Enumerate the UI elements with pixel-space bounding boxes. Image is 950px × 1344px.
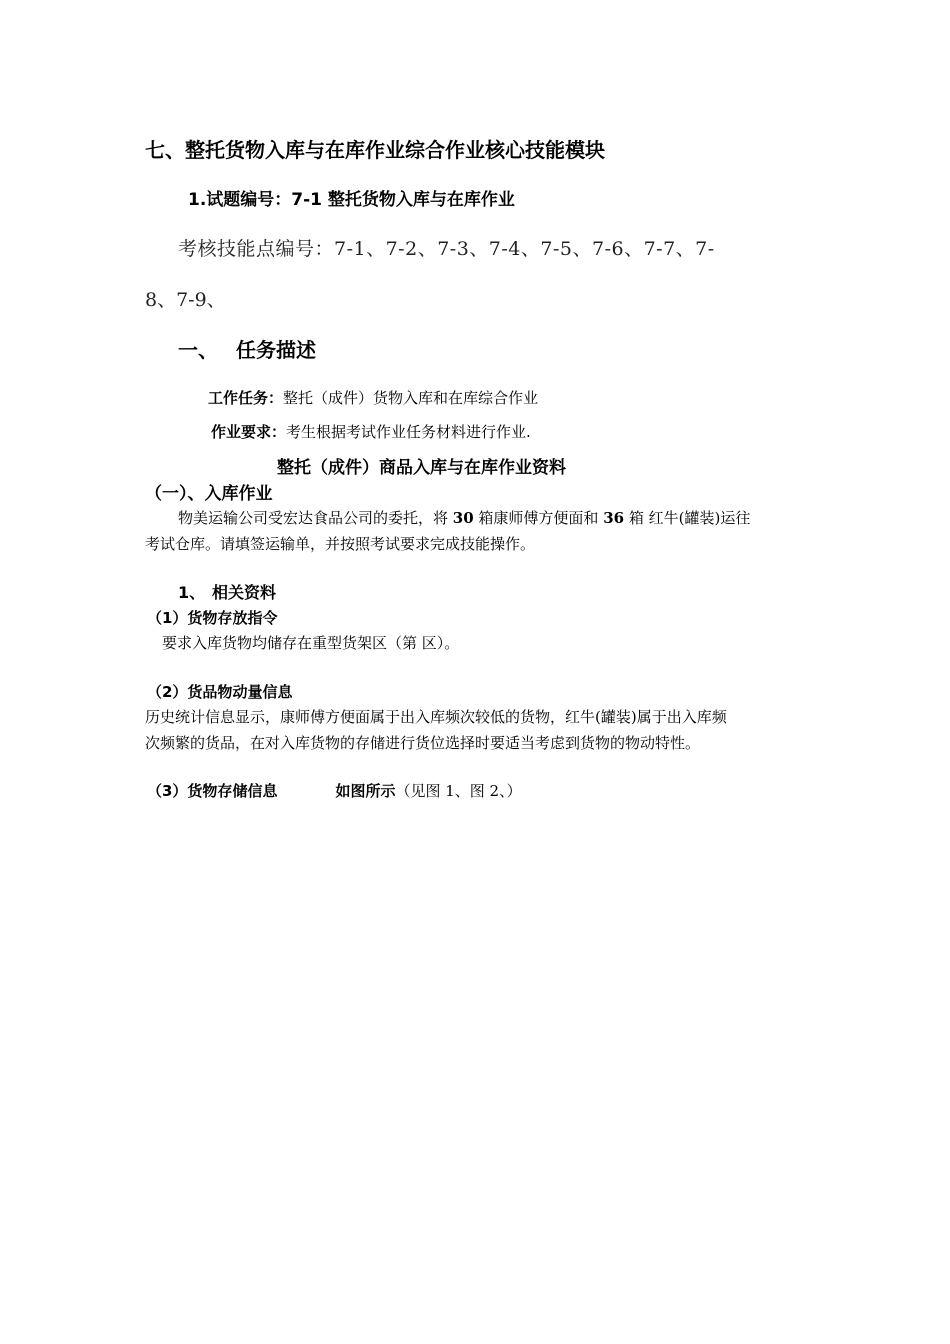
related-materials-heading (178, 583, 276, 602)
question-title: 1.试题编号：7-1 整托货物入库与在库作业 (188, 190, 515, 210)
storage-instruction-text: 要求入库货物均储存在重型货架区（第 区）。 (162, 634, 460, 652)
quantity-noodles: 30 (452, 509, 474, 527)
work-requirement-value: 考生根据考试作业任务材料进行作业. (286, 423, 531, 441)
paragraph-1-line-2: 考试仓库。请填签运输单，并按照考试要求完成技能操作。 (145, 535, 536, 553)
storage-info-heading: （3）货物存储信息 (147, 782, 278, 800)
material-title: 整托（成件）商品入库与在库作业资料 (277, 458, 566, 478)
goods-movement-heading: （2）货品物动量信息 (147, 683, 293, 701)
goods-movement-line-1: 历史统计信息显示，康师傅方便面属于出入库频次较低的货物，红牛(罐装)属于出入库频 (145, 708, 727, 726)
goods-movement-line-2: 次频繁的货品，在对入库货物的存储进行货位选择时要适当考虑到货物的物动特性。 (145, 734, 701, 752)
section-title: 任务描述 (236, 338, 316, 362)
work-task-label: 工作任务： (208, 389, 284, 407)
paragraph-1-line-1 (178, 509, 750, 527)
chapter-title: 七、整托货物入库与在库作业综合作业核心技能模块 (145, 138, 605, 162)
paragraph-1-text-a: 物美运输公司受宏达食品公司的委托，将 (178, 509, 453, 527)
section-heading-task-description (178, 338, 316, 362)
quantity-redbull: 36 (603, 509, 625, 527)
section-number: 一、 (178, 338, 218, 362)
skill-points-line-2: 8、7-9、 (145, 289, 226, 311)
paragraph-1-text-b: 箱康师傅方便面和 (473, 509, 604, 527)
work-requirement-line (211, 423, 531, 441)
skill-points-line-1: 考核技能点编号：7-1、7-2、7-3、7-4、7-5、7-6、7-7、7- (178, 238, 715, 260)
storage-info-line (147, 782, 522, 800)
paragraph-1-text-c: 箱 红牛(罐装)运往 (624, 509, 751, 527)
work-requirement-label: 作业要求： (211, 423, 287, 441)
storage-info-note-bold: 如图所示 (335, 782, 396, 800)
storage-info-note: （见图 1、图 2、） (395, 782, 522, 800)
inbound-heading: （一）、入库作业 (145, 484, 273, 504)
related-title: 相关资料 (212, 583, 277, 602)
related-number: 1、 (178, 583, 206, 602)
work-task-value: 整托（成件）货物入库和在库综合作业 (283, 389, 539, 407)
work-task-line (208, 389, 538, 407)
storage-instruction-heading: （1）货物存放指令 (147, 609, 278, 627)
